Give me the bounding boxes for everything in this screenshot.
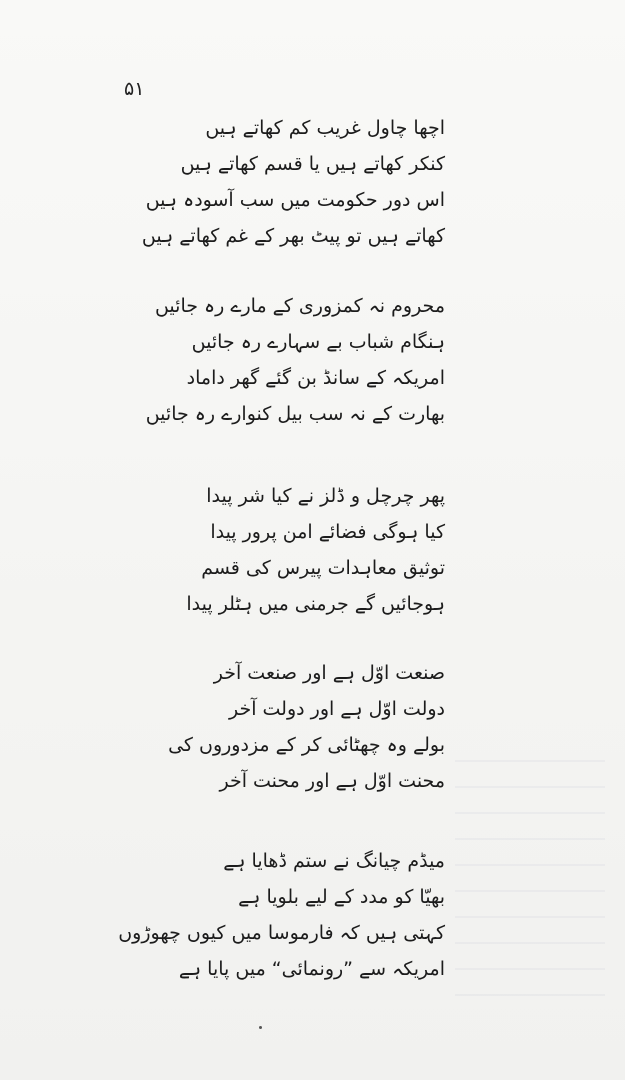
verse-line: توثیق معاہدات پیرس کی قسم bbox=[201, 557, 445, 579]
verse-line: کنکر کھاتے ہیں یا قسم کھاتے ہیں bbox=[180, 153, 445, 175]
verse-line: دولت اوّل ہے اور دولت آخر bbox=[228, 698, 445, 720]
verse-line: امریکہ سے ”رونمائی“ میں پایا ہے bbox=[178, 958, 445, 980]
verse-line: بولے وہ چھٹائی کر کے مزدوروں کی bbox=[168, 734, 445, 756]
verse-line: محروم نہ کمزوری کے مارے رہ جائیں bbox=[154, 295, 445, 317]
verse-line: کیا ہوگی فضائے امن پرور پیدا bbox=[210, 521, 445, 543]
page-number: ۵۱ bbox=[124, 78, 145, 100]
verse-line: ہنگام شباب بے سہارے رہ جائیں bbox=[191, 331, 445, 353]
verse-line: اچھا چاول غریب کم کھاتے ہیں bbox=[205, 117, 445, 139]
show-through-texture bbox=[455, 760, 605, 1020]
stanza-5 bbox=[118, 843, 445, 987]
stanza-4 bbox=[145, 655, 445, 799]
stanza-1 bbox=[141, 110, 445, 254]
verse-line: بھارت کے نہ سب بیل کنوارے رہ جائیں bbox=[145, 403, 445, 425]
verse-line: امریکہ کے سانڈ بن گئے گھر داماد bbox=[186, 367, 445, 389]
verse-line: ہوجائیں گے جرمنی میں ہٹلر پیدا bbox=[186, 593, 445, 615]
stanza-3 bbox=[145, 478, 445, 622]
verse-line: اس دور حکومت میں سب آسودہ ہیں bbox=[145, 189, 445, 211]
ink-dot bbox=[259, 1026, 262, 1029]
verse-line: محنت اوّل ہے اور محنت آخر bbox=[219, 770, 445, 792]
verse-line: میڈم چیانگ نے ستم ڈھایا ہے bbox=[223, 850, 445, 872]
verse-line: صنعت اوّل ہے اور صنعت آخر bbox=[213, 662, 445, 684]
verse-line: کہتی ہیں کہ فارموسا میں کیوں چھوڑوں bbox=[118, 922, 445, 944]
verse-line: کھاتے ہیں تو پیٹ بھر کے غم کھاتے ہیں bbox=[141, 225, 445, 247]
stanza-2 bbox=[145, 288, 445, 432]
verse-line: پھر چرچل و ڈلز نے کیا شر پیدا bbox=[206, 485, 445, 507]
verse-line: بھیّا کو مدد کے لیے بلویا ہے bbox=[238, 886, 445, 908]
